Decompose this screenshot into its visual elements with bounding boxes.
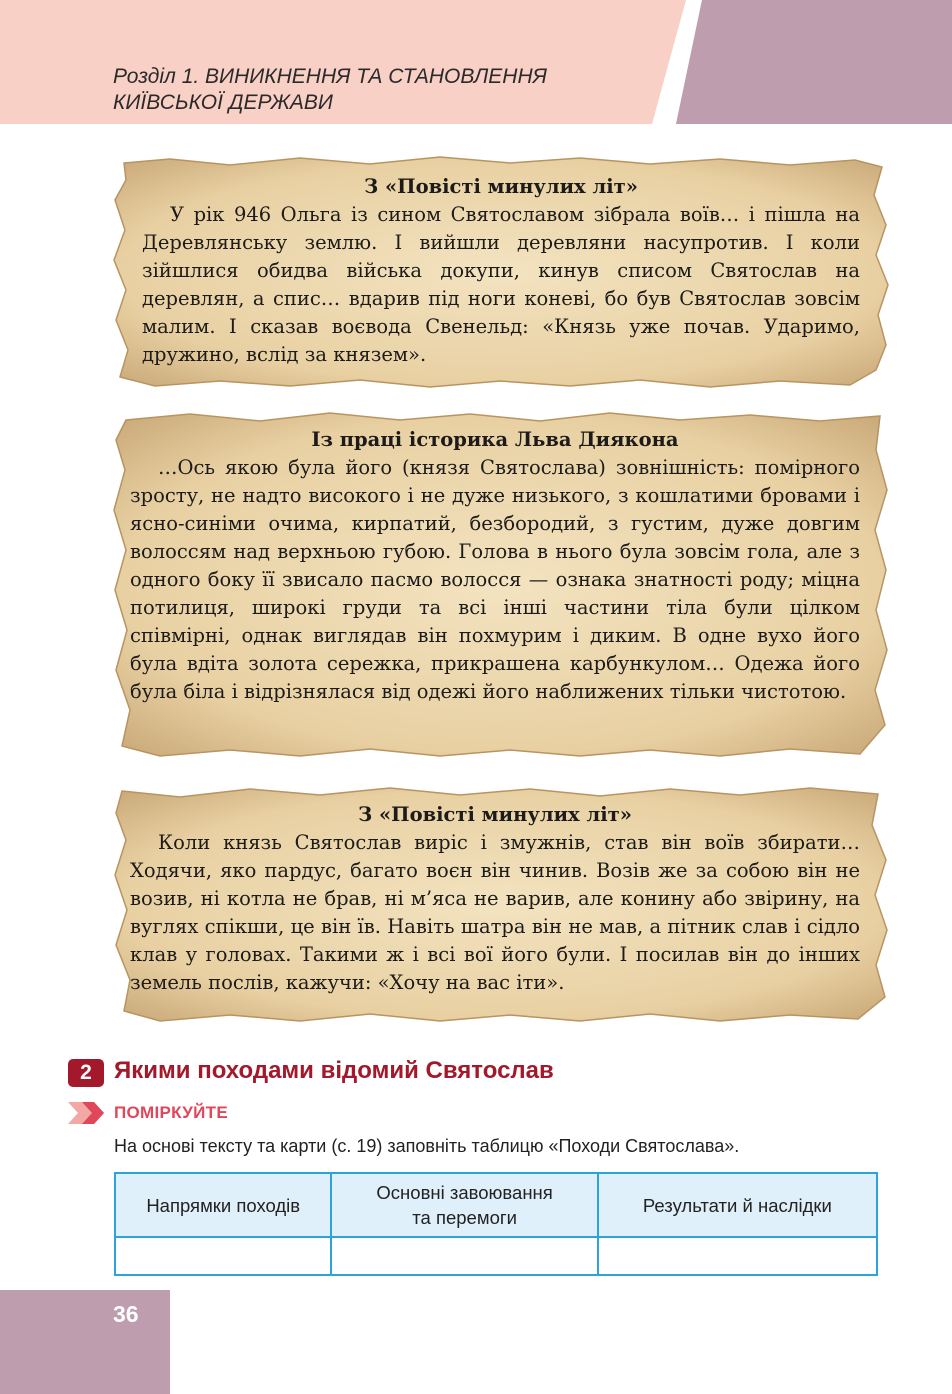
page-number-block — [0, 1290, 170, 1394]
source-box-3 — [110, 785, 890, 1025]
source-box-1 — [110, 155, 890, 390]
col-header-label: Основні завоювання та перемоги — [376, 1182, 553, 1228]
table-cell[interactable] — [115, 1237, 331, 1275]
col-header-results — [598, 1173, 877, 1237]
table-cell[interactable] — [598, 1237, 877, 1275]
table-header-row — [115, 1173, 877, 1237]
table-row — [115, 1237, 877, 1275]
source-title: З «Повісті минулих літ» — [364, 175, 638, 198]
section-title: Якими походами відомий Святослав — [114, 1057, 554, 1084]
source-text: …Ось якою була його (князя Святослава) зовнішність: помірного зросту, не надто високого і не дуже низького, з кошлатими бровами і ясно-синіми очима, кирпатий, безбородий, з густим, дуже довгим волоссям над верхньою губою. Голова в нього була зовсім гола, але з одного боку її звисало пасмо волосся — ознака знатності роду; міцна потилиця, широкі груди та всі інші частини тіла були цілком співмірні, однак виглядав він похмурим і диким. В одне вухо його була вдіта золота сережка, прикрашена карбункулом… Одежа його була біла і відрізнялася від одежі його наближених тільки чистотою. — [130, 456, 860, 703]
think-arrow-icon — [68, 1102, 106, 1124]
source-text: У рік 946 Ольга із сином Святославом зібрала воїв… і пішла на Деревлянську землю. І вийшли деревляни насупротив. І коли зійшлися обидва війська докупи, кинув списом Святослав на деревлян, а спис… вдарив під ноги коневі, бо був Святослав зовсім малим. І сказав воєвода Свенельд: «Князь уже почав. Ударимо, дружино, вслід за князем». — [142, 203, 860, 366]
think-label: ПОМІРКУЙТЕ — [114, 1103, 228, 1122]
source-title: Із праці історика Льва Диякона — [311, 428, 679, 451]
col-header-directions — [115, 1173, 331, 1237]
campaigns-table — [114, 1172, 878, 1276]
table-cell[interactable] — [331, 1237, 597, 1275]
section-number-badge: 2 — [68, 1059, 104, 1087]
chapter-title-line1: Розділ 1. ВИНИКНЕННЯ ТА СТАНОВЛЕННЯ — [113, 65, 547, 88]
page-number: 36 — [113, 1301, 139, 1327]
source-box-2 — [110, 410, 890, 760]
col-header-conquests — [331, 1173, 597, 1237]
source-text: Коли князь Святослав виріс і змужнів, став він воїв збирати… Ходячи, яко пардус, багато воєн він чинив. Возів же за собою він не возив, ні котла не брав, ні м’яса не варив, але конину або звірину, на вуглях спікши, це він їв. Навіть шатра він не мав, а пітник слав і сідло клав у головах. Такими ж і всі вої його були. І посилав він до інших земель послів, кажучи: «Хочу на вас іти». — [130, 831, 860, 994]
col-header-label: Напрямки походів — [146, 1194, 301, 1216]
col-header-label: Результати й наслідки — [642, 1194, 832, 1216]
task-instruction: На основі тексту та карти (с. 19) заповніть таблицю «Походи Святослава». — [114, 1136, 740, 1156]
source-title: З «Повісті минулих літ» — [358, 803, 632, 826]
chapter-title — [113, 64, 633, 116]
chapter-title-line2: КИЇВСЬКОЇ ДЕРЖАВИ — [113, 91, 333, 114]
